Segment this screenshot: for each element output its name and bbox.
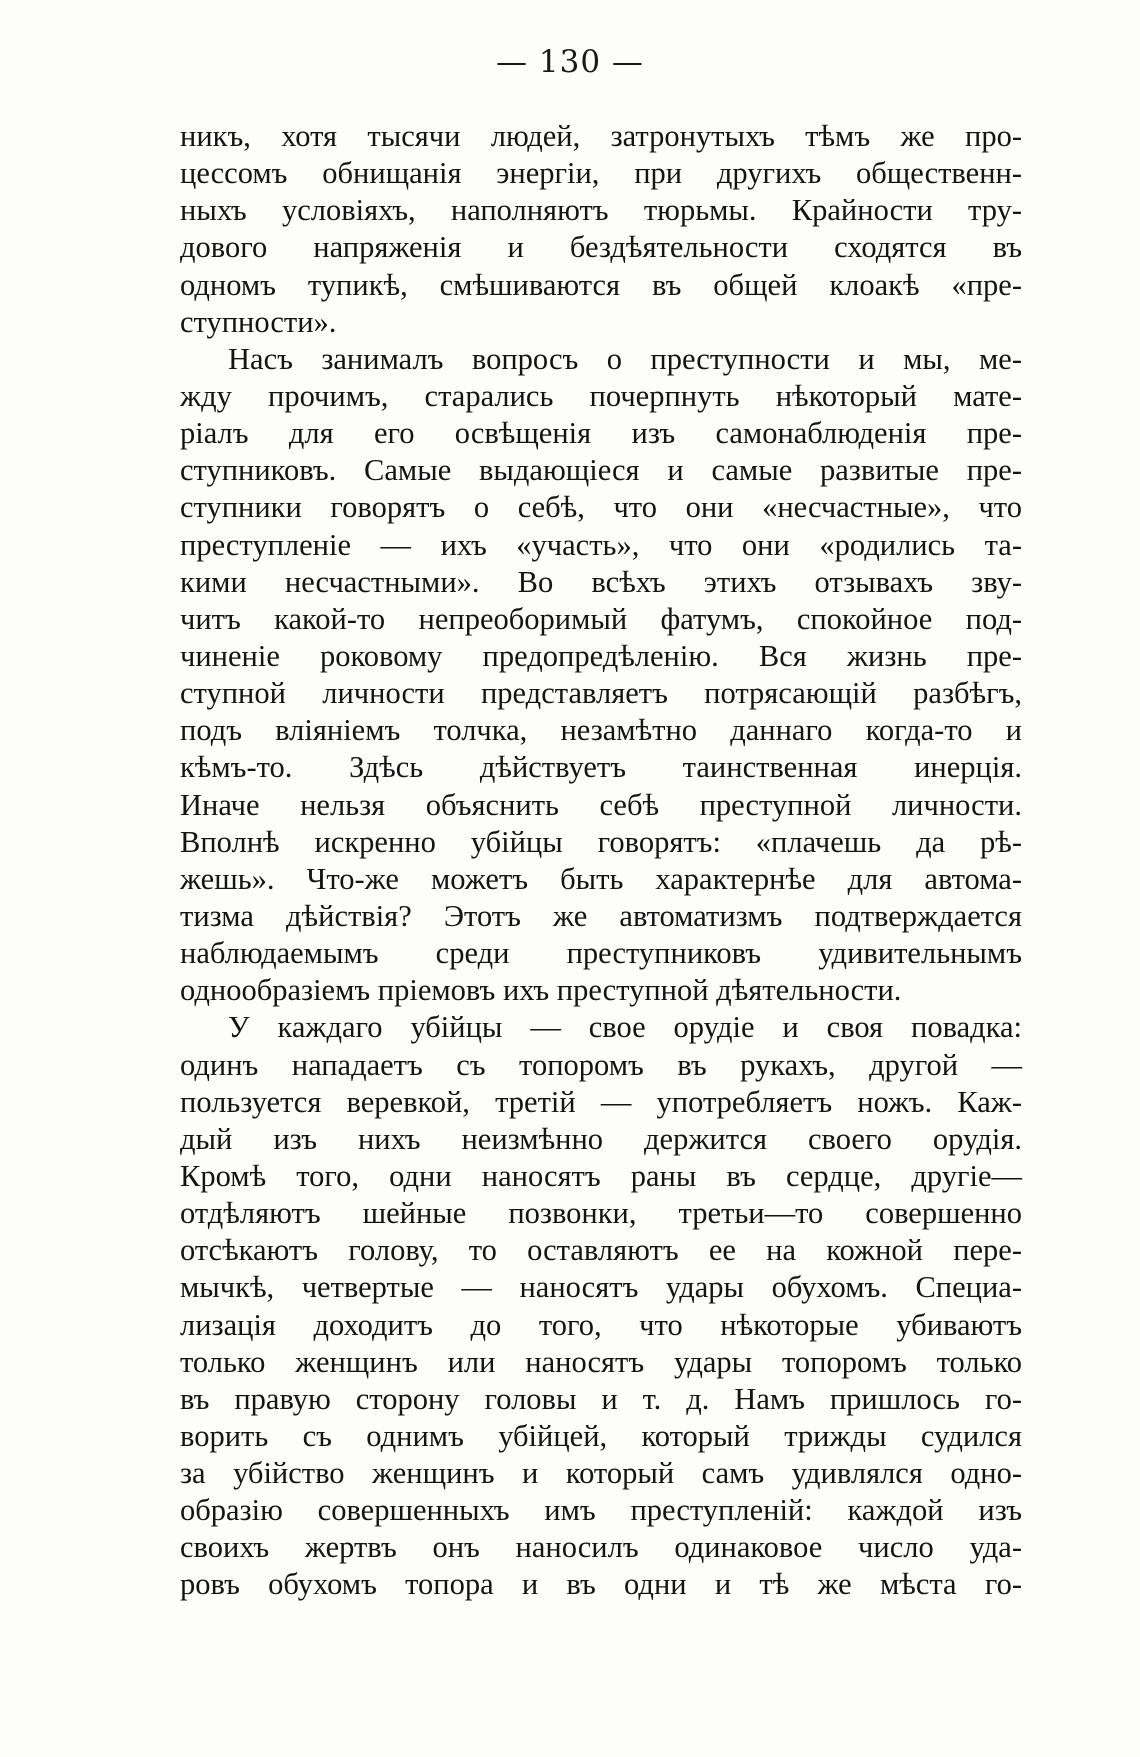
text-line: жешь». Что-же можетъ быть характернѣе для автома- xyxy=(180,861,1022,896)
text-line: одинъ нападаетъ съ топоромъ въ рукахъ, другой — xyxy=(180,1047,1022,1082)
body-text xyxy=(180,118,1022,1604)
text-line: дового напряженія и бездѣятельности сходятся въ xyxy=(180,230,1022,265)
text-line: ріалъ для его освѣщенія изъ самонаблюденія пре- xyxy=(180,416,1022,451)
text-line: ступники говорятъ о себѣ, что они «несчастные», что xyxy=(180,490,1022,525)
text-line: Насъ занималъ вопросъ о преступности и мы, ме- xyxy=(228,341,1022,376)
text-line: за убійство женщинъ и который самъ удивлялся одно- xyxy=(180,1456,1022,1491)
text-line: тизма дѣйствія? Этотъ же автоматизмъ подтверждается xyxy=(180,898,1022,933)
text-line: пользуется веревкой, третій — употребляетъ ножъ. Каж- xyxy=(180,1084,1022,1119)
text-line: ступниковъ. Самые выдающіеся и самые развитые пре- xyxy=(180,453,1022,488)
text-line: однообразіемъ пріемовъ ихъ преступной дѣятельности. xyxy=(180,973,902,1008)
text-line: ныхъ условіяхъ, наполняютъ тюрьмы. Крайности тру- xyxy=(180,193,1022,228)
text-line: только женщинъ или наносятъ удары топоромъ только xyxy=(180,1344,1022,1379)
text-line: чиненіе роковому предопредѣленію. Вся жизнь пре- xyxy=(180,638,1022,673)
text-line: лизація доходитъ до того, что нѣкоторые убиваютъ xyxy=(180,1307,1022,1342)
page-number: — 130 — xyxy=(496,44,644,80)
text-line: У каждаго убійцы — свое орудіе и своя повадка: xyxy=(228,1010,1022,1045)
text-line: Вполнѣ искренно убійцы говорятъ: «плачешь да рѣ- xyxy=(180,824,1022,859)
text-line: читъ какой-то непреоборимый фатумъ, спокойное под- xyxy=(180,601,1022,636)
text-line: образію совершенныхъ имъ преступленій: каждой изъ xyxy=(180,1493,1022,1528)
text-line: ступности». xyxy=(180,304,337,339)
text-line: въ правую сторону головы и т. д. Намъ пришлось го- xyxy=(180,1381,1022,1416)
text-line: мычкѣ, четвертые — наносятъ удары обухомъ. Специа- xyxy=(180,1270,1022,1305)
text-line: Иначе нельзя объяснить себѣ преступной личности. xyxy=(180,787,1022,822)
text-line: дый изъ нихъ неизмѣнно держится своего орудія. xyxy=(180,1121,1022,1156)
text-line: кѣмъ-то. Здѣсь дѣйствуетъ таинственная инерція. xyxy=(180,750,1022,785)
text-line: преступленіе — ихъ «участь», что они «родились та- xyxy=(180,527,1022,562)
text-line: отдѣляютъ шейные позвонки, третьи—то совершенно xyxy=(180,1196,1022,1231)
text-line: ворить съ однимъ убійцей, который трижды судился xyxy=(180,1418,1022,1453)
text-line: ровъ обухомъ топора и въ одни и тѣ же мѣста го- xyxy=(180,1567,1022,1602)
text-line: одномъ тупикѣ, смѣшиваются въ общей клоакѣ «пре- xyxy=(180,267,1022,302)
text-line: цессомъ обнищанія энергіи, при другихъ общественн- xyxy=(180,156,1022,191)
text-line: подъ вліяніемъ толчка, незамѣтно даннаго когда-то и xyxy=(180,713,1022,748)
text-line: своихъ жертвъ онъ наносилъ одинаковое число уда- xyxy=(180,1530,1022,1565)
text-line: наблюдаемымъ среди преступниковъ удивительнымъ xyxy=(180,936,1022,971)
text-line: Кромѣ того, одни наносятъ раны въ сердце, другіе— xyxy=(180,1158,1022,1193)
text-line: жду прочимъ, старались почерпнуть нѣкоторый мате- xyxy=(180,378,1022,413)
text-line: ступной личности представляетъ потрясающій разбѣгъ, xyxy=(180,676,1022,711)
text-line: отсѣкаютъ голову, то оставляютъ ее на кожной пере- xyxy=(180,1233,1022,1268)
text-line: кими несчастными». Во всѣхъ этихъ отзывахъ зву- xyxy=(180,564,1022,599)
text-line: никъ, хотя тысячи людей, затронутыхъ тѣмъ же про- xyxy=(180,119,1022,153)
